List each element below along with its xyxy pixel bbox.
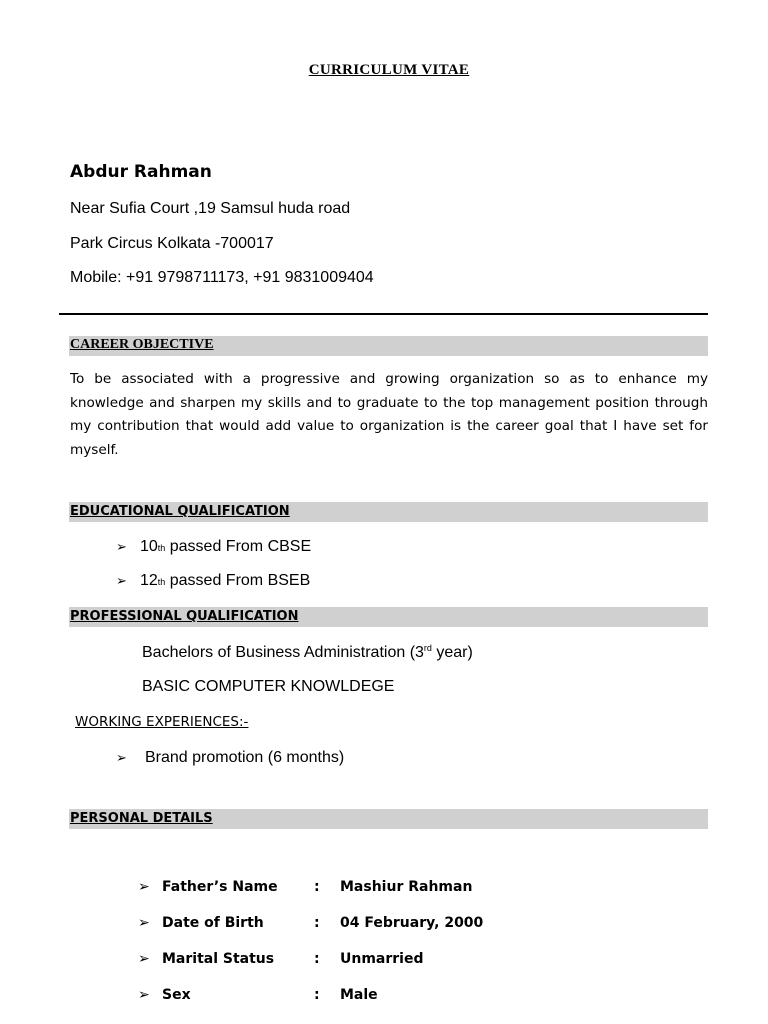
personal-row: [138, 951, 424, 967]
arrow-bullet-icon: ➢: [138, 879, 150, 895]
degree-line: [142, 644, 473, 662]
applicant-name: Abdur Rahman: [70, 162, 212, 182]
colon: :: [314, 951, 320, 967]
arrow-bullet-icon: ➢: [138, 987, 150, 1003]
personal-row: [138, 915, 483, 931]
work-heading: WORKING EXPERIENCES:-: [75, 714, 249, 730]
education-item: ➢ 10 th passed From CBSE: [116, 538, 312, 555]
personal-label: Father’s Name: [162, 879, 278, 895]
address-line-2: Park Circus Kolkata -700017: [70, 235, 274, 252]
document-title: CURRICULUM VITAE: [308, 62, 470, 78]
degree-sup: rd: [423, 643, 432, 653]
arrow-bullet-icon: ➢: [116, 750, 127, 765]
header-divider: [59, 313, 708, 315]
arrow-bullet-icon: ➢: [116, 573, 127, 588]
personal-value: Male: [340, 987, 378, 1003]
education-item-num: 12: [140, 572, 158, 589]
education-item-text: passed From BSEB: [165, 572, 311, 589]
personal-row: [138, 879, 472, 895]
arrow-bullet-icon: ➢: [138, 915, 150, 931]
colon: :: [314, 915, 320, 931]
personal-label: Marital Status: [162, 951, 275, 967]
personal-label: Date of Birth: [162, 915, 264, 931]
personal-value: Mashiur Rahman: [340, 879, 473, 895]
personal-value: 04 February, 2000: [340, 915, 484, 931]
career-objective-text: To be associated with a progressive and growing organization so as to enhance my knowledge and sharpen my skills and to graduate to the top management position through my contribution that would add value to organization is the career goal that I have set for myself.: [70, 371, 708, 458]
education-item: ➢ 12 th passed From BSEB: [116, 572, 311, 589]
education-item-num: 10: [140, 538, 158, 555]
address-line-1: Near Sufia Court ,19 Samsul huda road: [70, 200, 351, 217]
degree-text: Bachelors of Business Administration (3: [142, 644, 424, 661]
personal-row: [138, 987, 378, 1003]
education-heading: EDUCATIONAL QUALIFICATION: [70, 504, 290, 519]
personal-value: Unmarried: [340, 951, 424, 967]
mobile-numbers: Mobile: +91 9798711173, +91 9831009404: [70, 269, 374, 286]
degree-text-end: year): [431, 644, 473, 661]
arrow-bullet-icon: ➢: [116, 539, 127, 554]
work-item-text: Brand promotion (6 months): [145, 749, 345, 766]
arrow-bullet-icon: ➢: [138, 951, 150, 967]
colon: :: [314, 879, 320, 895]
professional-heading: PROFESSIONAL QUALIFICATION: [70, 609, 299, 624]
education-item-text: passed From CBSE: [165, 538, 312, 555]
work-item: [116, 749, 344, 767]
colon: :: [314, 987, 320, 1003]
career-objective-heading: CAREER OBJECTIVE: [70, 337, 214, 352]
personal-heading: PERSONAL DETAILS: [70, 811, 213, 826]
personal-label: Sex: [162, 987, 191, 1003]
computer-skill: BASIC COMPUTER KNOWLDEGE: [142, 678, 395, 695]
